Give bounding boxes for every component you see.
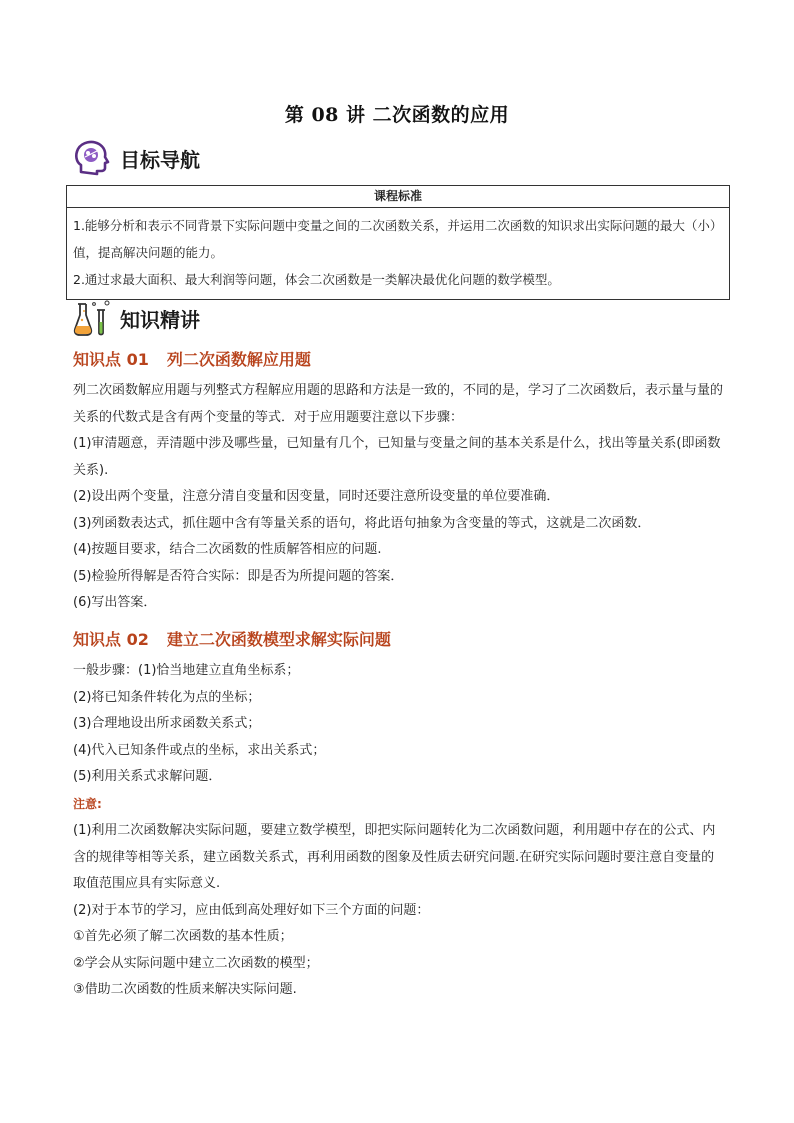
kp1-step-2: (2)设出两个变量，注意分清自变量和因变量，同时还要注意所设变量的单位要准确． — [73, 489, 560, 504]
kp2-note-3: ①首先必须了解二次函数的基本性质； — [73, 929, 293, 944]
kp2-number: 知识点 02 — [73, 630, 149, 649]
standard-item-1: 1.能够分析和表示不同背景下实际问题中变量之间的二次函数关系，并运用二次函数的知识求出实际问题的最大（小）值，提高解决问题的能力。 — [73, 218, 723, 260]
page-title: 第 08 讲 二次函数的应用 — [284, 104, 510, 126]
kp1-step-3: (3)列函数表达式，抓住题中含有等量关系的语句，将此语句抽象为含变量的等式，这就是二次函数． — [73, 515, 651, 531]
knowledge-section-header — [72, 298, 200, 338]
knowledge-section-title: 知识精讲 — [120, 307, 200, 332]
kp2-note-1: (1)利用二次函数解决实际问题，要建立数学模型，即把实际问题转化为二次函数问题，利用题中存在的公式、内含的规律等相等关系，建立函数关系式，再利用函数的图象及性质去研究问题.在研究实际问题时要注意自变量的取值范围应具有实际意义. — [73, 823, 716, 891]
kp1-number: 知识点 01 — [73, 350, 149, 369]
kp2-body — [73, 658, 725, 1004]
kp2-step-2: (2)将已知条件转化为点的坐标； — [73, 689, 261, 705]
kp2-step-4: (4)代入已知条件或点的坐标，求出关系式； — [73, 742, 326, 758]
goal-section-header — [72, 138, 200, 178]
kp2-note-2: (2)对于本节的学习，应由低到高处理好如下三个方面的问题： — [73, 902, 430, 918]
lab-flask-icon — [72, 298, 112, 338]
brain-head-icon — [72, 138, 112, 178]
kp2-note-4: ②学会从实际问题中建立二次函数的模型； — [73, 955, 319, 971]
curriculum-standard-header: 课程标准 — [67, 186, 729, 208]
note-label: 注意: — [73, 796, 102, 811]
curriculum-standard-table — [66, 185, 730, 300]
kp2-step-1: 一般步骤：(1)恰当地建立直角坐标系； — [73, 663, 300, 678]
kp1-heading — [73, 347, 311, 370]
kp2-step-5: (5)利用关系式求解问题． — [73, 769, 222, 784]
kp1-intro: 列二次函数解应用题与列整式方程解应用题的思路和方法是一致的，不同的是，学习了二次函数后，表示量与量的关系的代数式是含有两个变量的等式．对于应用题要注意以下步骤： — [73, 383, 724, 425]
kp1-body — [73, 378, 725, 617]
goal-section-title: 目标导航 — [120, 147, 200, 172]
kp1-step-6: (6)写出答案． — [73, 595, 157, 610]
kp1-step-5: (5)检验所得解是否符合实际：即是否为所提问题的答案． — [73, 568, 404, 584]
kp2-note-5: ③借助二次函数的性质来解决实际问题. — [73, 982, 297, 997]
standard-item-2: 2.通过求最大面积、最大利润等问题，体会二次函数是一类解决最优化问题的数学模型。 — [73, 272, 560, 287]
kp2-title: 建立二次函数模型求解实际问题 — [166, 630, 391, 649]
curriculum-standard-body — [67, 208, 729, 299]
kp2-heading — [73, 627, 391, 650]
kp2-step-3: (3)合理地设出所求函数关系式； — [73, 716, 261, 731]
kp1-title: 列二次函数解应用题 — [166, 350, 311, 369]
kp1-step-4: (4)按题目要求，结合二次函数的性质解答相应的问题. — [73, 542, 382, 557]
kp1-step-1: (1)审清题意，弄清题中涉及哪些量，已知量有几个，已知量与变量之间的基本关系是什么，找出等量关系(即函数关系). — [73, 436, 721, 478]
